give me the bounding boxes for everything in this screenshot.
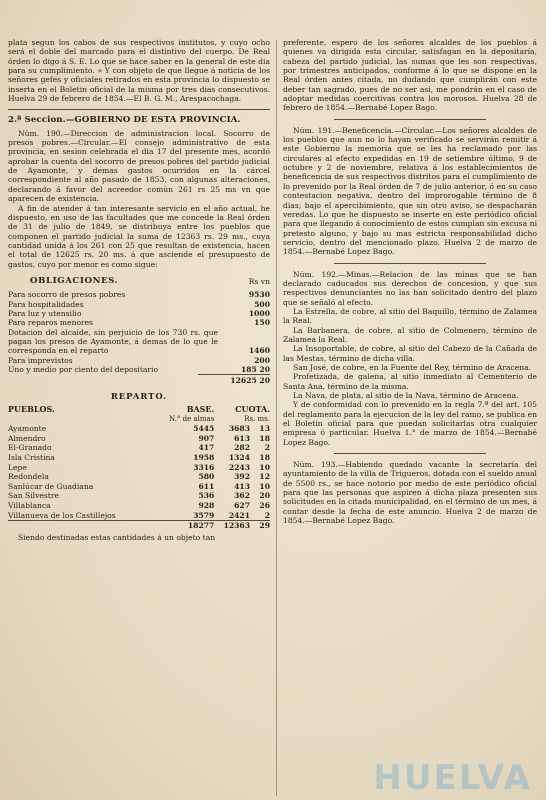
obligation-amount: 500 bbox=[254, 299, 270, 309]
total-rs: 12363 bbox=[214, 521, 250, 531]
obligations-table bbox=[8, 290, 270, 374]
reparto-rs: 1324 bbox=[228, 453, 250, 462]
mine-entry: San José, de cobre, en la Fuente del Rey, término de Aracena. bbox=[293, 363, 532, 372]
reparto-almas: 1958 bbox=[193, 453, 215, 462]
reparto-almas: 3579 bbox=[193, 510, 215, 520]
obligation-label: Dotacion del alcaide, sin perjuicio de los 730 rs. que pagan los presos de Ayamonte, á demas de lo que le corresponda en el reparto bbox=[8, 327, 218, 356]
obligation-amount: 1460 bbox=[248, 346, 270, 356]
mine-entry: La Nava, de plata, al sitio de la Nava, término de Aracena. bbox=[293, 391, 519, 401]
reparto-table bbox=[8, 405, 270, 531]
obligation-label: Para luz y utensilio bbox=[8, 308, 82, 318]
reparto-row bbox=[8, 463, 270, 473]
reparto-rs: 613 bbox=[234, 433, 250, 443]
reparto-pueblo: Villablanca bbox=[8, 500, 51, 510]
reparto-almas: 928 bbox=[198, 500, 215, 510]
reparto-ms: 26 bbox=[259, 500, 270, 510]
reparto-almas: 536 bbox=[198, 491, 215, 501]
obligation-row bbox=[8, 300, 270, 309]
obligation-row bbox=[8, 290, 270, 299]
reparto-row bbox=[8, 434, 270, 444]
obligation-amount: 150 bbox=[254, 318, 270, 328]
reparto-ms: 20 bbox=[259, 491, 270, 501]
left-column bbox=[8, 38, 270, 542]
obligation-amount: 1000 bbox=[248, 308, 270, 318]
reparto-pueblo: Lepe bbox=[8, 462, 27, 472]
mine-entry: La Barbanera, de cobre, al sitio de Colmenero, término de Zalamea la Real. bbox=[283, 325, 537, 344]
reparto-ms: 18 bbox=[259, 453, 270, 462]
reparto-title: REPARTO. bbox=[110, 390, 168, 401]
obligation-amount: 200 bbox=[254, 355, 270, 365]
obligation-label: Para socorro de presos pobres bbox=[8, 290, 126, 300]
obligations-total: 12625 20 bbox=[198, 374, 270, 385]
mine-entry: La Estrella, de cobre, al sitio del Baquillo, término de Zalamea la Real. bbox=[283, 306, 537, 326]
mine-entry: La Insoportable, de cobre, al sitio del Cabezo de la Cañada de las Mestas, término de dicha villa. bbox=[283, 344, 537, 363]
obligation-label: Para reparos menores bbox=[8, 318, 94, 328]
obligation-row bbox=[8, 328, 270, 356]
reparto-pueblo: San Silvestre bbox=[8, 491, 59, 501]
circular-191-paragraph: Núm. 191.—Beneficencia.—Circular.—Los señores alcaldes de los pueblos que aun no lo hayan verificado se servirán remitir á este Gobierno la memoria que se les ha reclamado por las circulares al efecto expedidas en 19 de setiembre último, 9 de octubre y 2 de noviembre, relativa á los establecimientos de beneficencia de sus respectivos distritos para el cumplimiento de lo prevenido por la Real órden de 7 de julio anterior, ó en su caso contestacion negativa, dentro del improrogable término de 8 dias; bajo el apercibimiento, que sin otro aviso, se despacharán veredas. Lo que he dispuesto se inserte en este periódico oficial para que llegando á conocimiento de estos cumplan sin excusa ni pretesto alguno, y bajo su mas estricta responsabilidad dicho servicio, dentro del mencionado plazo. Huelva 2 de marzo de 1854.—Bernabé Lopez Bago. bbox=[283, 125, 537, 257]
obligation-amount: 9530 bbox=[248, 290, 270, 300]
reparto-row bbox=[8, 501, 270, 511]
reparto-row bbox=[8, 424, 270, 434]
section-rule bbox=[8, 109, 270, 110]
header-pueblos: PUEBLOS. bbox=[8, 404, 55, 415]
reparto-rs: 413 bbox=[234, 481, 250, 491]
reparto-row bbox=[8, 511, 270, 521]
obligation-amount: 185 20 bbox=[240, 365, 270, 374]
right-column bbox=[283, 38, 537, 526]
reparto-almas: 580 bbox=[198, 472, 215, 482]
circular-190-paragraph: Núm. 190.—Direccion de administracion local. Socorro de presos pobres.—Circular.—El consejo administrativo de esta provincia, en sesion celebrada el dia 17 del presente mes, acordó aprobar la cuenta del socorro de presos pobres del partido judicial de Ayamonte, y demas gastos ocurridos en la cárcel correspondiente al año pasado de 1853, con algunas alteraciones, declarando á favor del acreedor común 261 rs 25 ms vn que aparecen de existencia. bbox=[8, 128, 270, 204]
obligation-row bbox=[8, 318, 270, 327]
reparto-rs: 2243 bbox=[228, 462, 250, 472]
obligation-row bbox=[8, 365, 270, 374]
obligation-row bbox=[8, 356, 270, 365]
rule-1 bbox=[334, 119, 486, 120]
reparto-row bbox=[8, 472, 270, 482]
reparto-rs: 2421 bbox=[228, 510, 250, 520]
obligation-label: Para hospitalidades bbox=[8, 299, 84, 309]
reparto-almas: 3316 bbox=[193, 462, 215, 472]
reparto-pueblo: Redondela bbox=[8, 472, 49, 482]
column-divider bbox=[276, 40, 277, 796]
mine-entry: Profetizada, de galena, al sitio inmediato al Cementerio de Santa Ana, término de la misma. bbox=[283, 372, 537, 391]
reparto-rs: 282 bbox=[234, 443, 250, 453]
closing-paragraph: Siendo destinadas estas cantidades á un objeto tan bbox=[18, 532, 216, 542]
reparto-ms: 10 bbox=[259, 481, 270, 491]
reparto-pueblo: Sanlúcar de Guadiana bbox=[8, 481, 94, 491]
obligations-unit: Rs vn bbox=[248, 276, 270, 286]
reparto-ms: 12 bbox=[259, 472, 270, 482]
reparto-almas: 611 bbox=[198, 481, 215, 491]
reparto-row bbox=[8, 443, 270, 453]
reparto-ms: 2 bbox=[264, 443, 270, 453]
circular-192-paragraph: Núm. 192.—Minas.—Relacion de las minas que se han declarado caducados sus derechos de concesion, y que sus respectivos denunciantes no las han solicitado dentro del plazo que se señaló al efecto. bbox=[283, 269, 537, 307]
mines-list bbox=[283, 307, 537, 400]
section-heading: 2.ª Seccion.—GOBIERNO DE ESTA PROVINCIA. bbox=[8, 115, 241, 126]
reparto-almas: 907 bbox=[198, 433, 215, 443]
reparto-ms: 10 bbox=[259, 462, 270, 472]
reparto-rs: 3683 bbox=[228, 424, 250, 434]
reparto-pueblo: Isla Cristina bbox=[8, 453, 55, 462]
circular-193-paragraph: Núm. 193.—Habiendo quedado vacante la secretaría del ayuntamiento de la villa de Trigueros, dotada con el sueldo anual de 5500 rs., se hace notorio por medio de este periódico oficial para que las personas que aspiren á dicha plaza presenten sus solicitudes en la citada municipalidad, en el término de un mes, á contar desde la fecha de este anuncio. Huelva 2 de marzo de 1854.—Bernabé Lopez Bago. bbox=[283, 460, 537, 526]
circular-192-closing: Y de conformidad con lo prevenido en la regla 7.ª del art. 105 del reglamento para la ejecucion de la ley del ramo, se publica en el Boletin oficial para que puedan solicitarlas otra cualquier empresa ó particular. Huelva 1.° de marzo de 1854.—Bernabé Lopez Bago. bbox=[283, 400, 537, 447]
reparto-almas: 417 bbox=[198, 443, 215, 453]
reparto-rs: 627 bbox=[234, 500, 250, 510]
circular-190-continuation: preferente, espero de los señores alcaldes de los pueblos á quienes va dirigida esta circular, satisfagan en la depositaría, cabeza del partido judicial, las sumas que les son respectivas, por trimestres anticipados, conforme á lo que se dispone en la Real órden antes citada, no dudando que cumplirán con este deber tan sagrado, pues de no ser asi, me pondrán en el caso de adoptar medidas coercitivas contra los morosos. Huelva 28 de febrero de 1854.—Bernabé Lopez Bago. bbox=[283, 38, 537, 113]
reparto-ms: 18 bbox=[259, 433, 270, 443]
obligation-label: Uno y medio por ciento del depositario bbox=[8, 365, 159, 374]
obligation-row bbox=[8, 309, 270, 318]
reparto-pueblo: El-Granado bbox=[8, 443, 52, 453]
reparto-pueblo: Villanueva de los Castillejos bbox=[8, 510, 116, 520]
rule-3 bbox=[334, 453, 486, 454]
total-almas: 18277 bbox=[153, 521, 214, 531]
obligations-title: OBLIGACIONES. bbox=[30, 275, 119, 286]
header-cuota-sub: Rs. ms. bbox=[244, 414, 270, 423]
header-base-sub: N.° de almas bbox=[169, 414, 215, 423]
total-ms: 29 bbox=[250, 521, 270, 531]
circular-190-paragraph-2: A fin de atender á tan interesante servicio en el año actual, he dispuesto, en uso de las facultades que me concede la Real órden de 31 de julio de 1849, se distribuya entre los pueblos que componen el partido judicial la suma de 12363 rs. 29 ms., cuya cantidad unida á los 261 con 25 que resultan de existencia, hacen el total de 12625 rs. 20 ms. á que asciende el presupuesto de gastos, cuyo por menor es como sigue: bbox=[8, 203, 270, 269]
reparto-pueblo: Ayamonte bbox=[8, 424, 47, 434]
reparto-almas: 5445 bbox=[193, 424, 215, 434]
reparto-ms: 13 bbox=[259, 424, 270, 434]
reparto-ms: 2 bbox=[264, 510, 270, 520]
reparto-pueblo: Almendro bbox=[8, 433, 46, 443]
intro-paragraph: plata segun los cabos de sus respectivos institutos, y cuyo ocho será el doble del marcado para el distintivo del cuerpo. De Real órden lo digo á S. E. Lo que se hace saber en la general de este dia para su cumplimiento. » Y con objeto de que llegue á noticia de los señores gefes y oficiales retirados en esta provincia lo dispuesto se inserta en el Boletin oficial de la misma por tres dias consecutivos. Huelva 29 de febrero de 1854.—El B. G. M., Arespacochaga. bbox=[8, 38, 270, 104]
archive-watermark: HUELVA bbox=[373, 758, 532, 798]
reparto-row bbox=[8, 482, 270, 492]
header-base: BASE. bbox=[186, 404, 215, 415]
reparto-row bbox=[8, 491, 270, 501]
rule-2 bbox=[334, 263, 486, 264]
obligations-header bbox=[8, 277, 270, 286]
reparto-rs: 392 bbox=[234, 472, 250, 482]
reparto-row bbox=[8, 453, 270, 463]
header-cuota: CUOTA. bbox=[235, 404, 270, 415]
reparto-rs: 362 bbox=[234, 491, 250, 501]
obligation-label: Para imprevistos bbox=[8, 355, 73, 365]
